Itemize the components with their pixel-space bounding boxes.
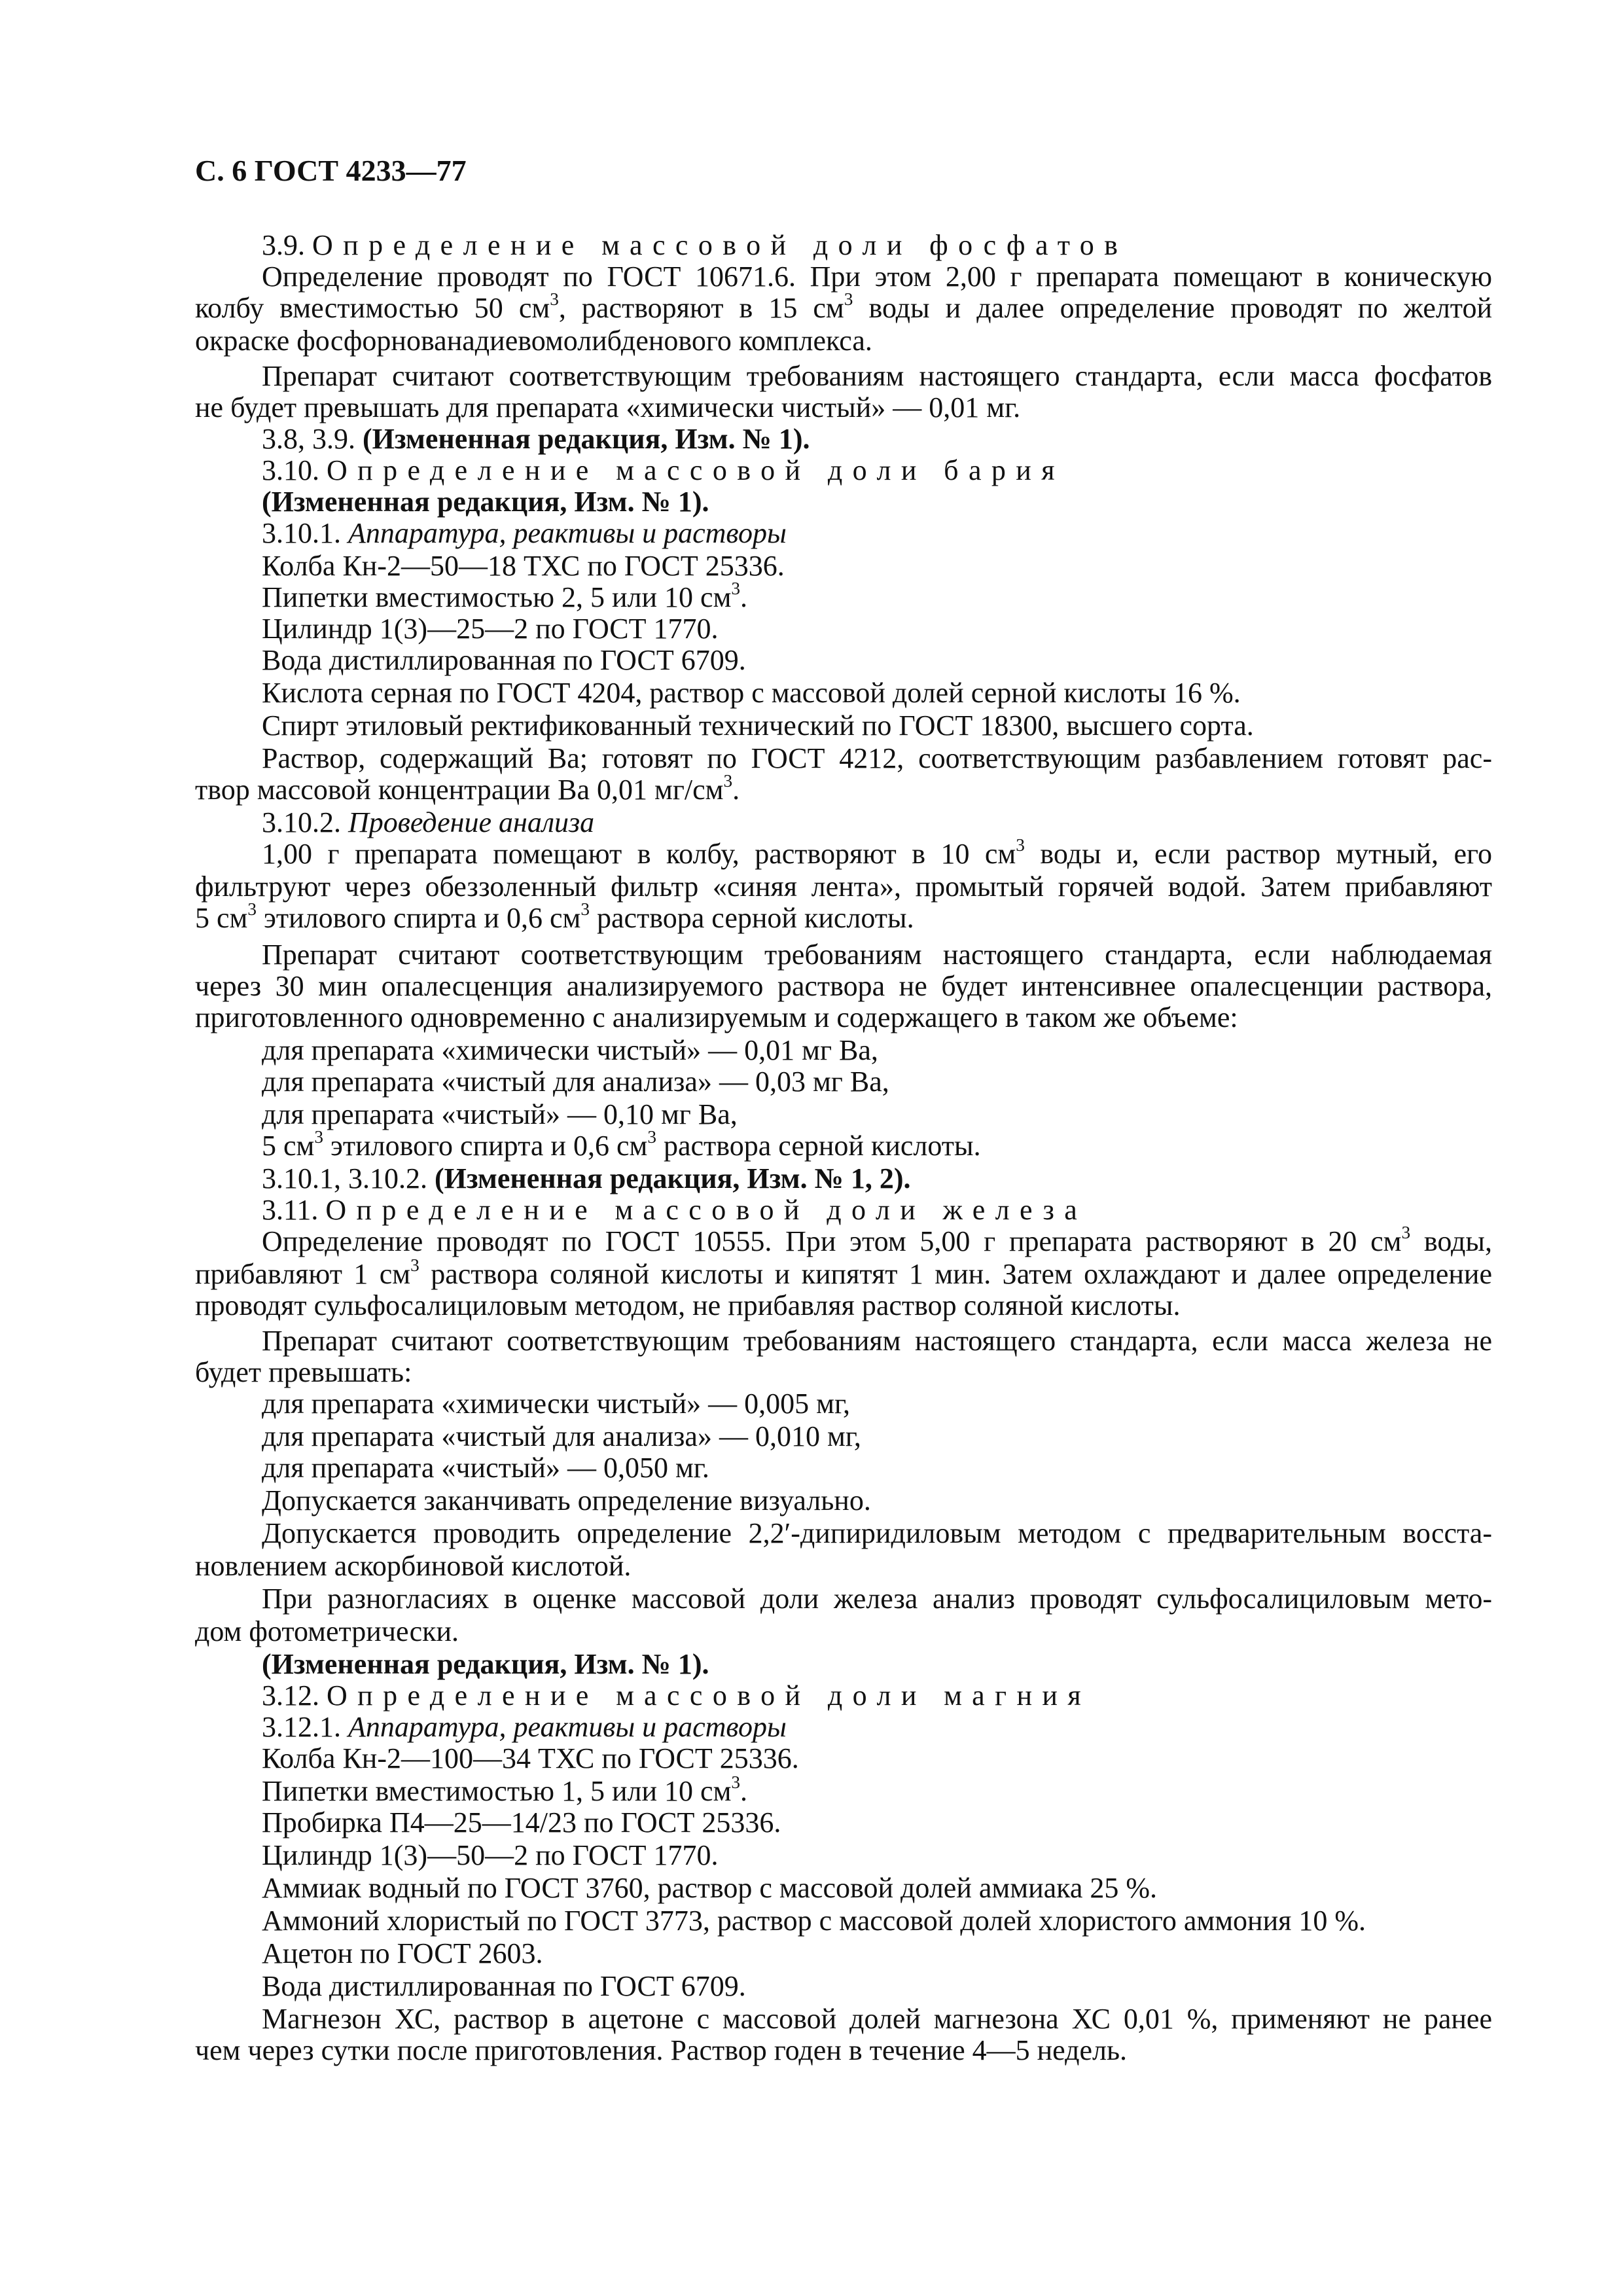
amendment-note: (Измененная редакция, Изм. № 1). — [262, 486, 709, 518]
text-line: Ацетон по ГОСТ 2603. — [262, 1937, 543, 1969]
text-line: Цилиндр 1(3)—50—2 по ГОСТ 1770. — [262, 1839, 719, 1871]
subsection-heading: 3.12.1. Аппаратура, реактивы и растворы — [262, 1711, 787, 1743]
text-line: 5 $см^3$ этилового спирта и 0,6 $см^3$ раствора серной кислоты. — [195, 899, 914, 934]
text-line: Допускается проводить определение 2,2′-дипиридиловым методом с предварительным восста- — [262, 1517, 1492, 1549]
list-item: для препарата «химически чистый» — 0,005 мг, — [262, 1388, 851, 1420]
text-line: При разногласиях в оценке массовой доли железа анализ проводят сульфосалициловым мето- — [262, 1583, 1492, 1615]
section-title: Определение массовой доли фосфатов — [312, 229, 1128, 261]
section-number: 3.9. — [262, 229, 312, 261]
text-line: твор массовой концентрации Ba 0,01 $мг/см^3$. — [195, 770, 740, 806]
text-line: Аммиак водный по ГОСТ 3760, раствор с массовой долей аммиака 25 %. — [262, 1872, 1158, 1904]
section-heading-3-11 — [262, 1194, 1087, 1227]
section-number: 3.11. — [262, 1194, 326, 1226]
text-line: Вода дистиллированная по ГОСТ 6709. — [262, 1970, 746, 2002]
section-title: Определение массовой доли бария — [327, 454, 1065, 486]
list-item: 5 $см^3$ этилового спирта и 0,6 $см^3$ раствора серной кислоты. — [262, 1126, 981, 1162]
text-line: Препарат считают соответствующим требованиям настоящего стандарта, если наблюдаемая — [262, 939, 1492, 971]
text-line: Пипетки вместимостью 2, 5 или 10 $см^3$. — [262, 578, 748, 613]
section-title: Определение массовой доли железа — [325, 1194, 1088, 1226]
text-line: через 30 мин опалесценция анализируемого раствора не будет интенсивнее опалесценции раствора, — [195, 970, 1492, 1002]
text-line: Препарат считают соответствующим требованиям настоящего стандарта, если масса фосфатов — [262, 360, 1492, 392]
amendment-note: 3.8, 3.9. (Измененная редакция, Изм. № 1). — [262, 423, 810, 455]
text-line: Вода дистиллированная по ГОСТ 6709. — [262, 644, 746, 676]
amendment-note: 3.10.1, 3.10.2. (Измененная редакция, Изм. № 1, 2). — [262, 1162, 911, 1194]
amendment-note: (Измененная редакция, Изм. № 1). — [262, 1648, 709, 1680]
text-line: не будет превышать для препарата «химически чистый» — 0,01 мг. — [195, 391, 1021, 423]
list-item: для препарата «чистый для анализа» — 0,010 мг, — [262, 1420, 861, 1452]
text-line: окраске фосфорнованадиевомолибденового комплекса. — [195, 325, 872, 357]
text-line: колбу вместимостью 50 $см^3$, растворяют в 15 $см^3$ воды и далее определение проводят по желтой — [195, 289, 1493, 324]
text-line: новлением аскорбиновой кислотой. — [195, 1550, 632, 1582]
text-line: Кислота серная по ГОСТ 4204, раствор с массовой долей серной кислоты 16 %. — [262, 677, 1241, 709]
section-title: Определение массовой доли магния — [327, 1679, 1092, 1712]
text-line: Определение проводят по ГОСТ 10671.6. При этом 2,00 г препарата помещают в коническую — [262, 260, 1492, 293]
text-line: Колба Кн-2—100—34 ТХС по ГОСТ 25336. — [262, 1742, 799, 1774]
section-heading-3-9 — [262, 229, 1128, 262]
section-heading-3-10 — [262, 454, 1065, 487]
text-line: Колба Кн-2—50—18 ТХС по ГОСТ 25336. — [262, 550, 785, 582]
subsection-heading: 3.10.1. Аппаратура, реактивы и растворы — [262, 517, 787, 549]
text-line: Аммоний хлористый по ГОСТ 3773, раствор с массовой долей хлористого аммония 10 %. — [262, 1905, 1366, 1937]
text-line: Препарат считают соответствующим требованиям настоящего стандарта, если масса железа не — [262, 1325, 1492, 1357]
text-line: Пипетки вместимостью 1, 5 или 10 $см^3$. — [262, 1772, 748, 1807]
text-line: Спирт этиловый ректификованный технический по ГОСТ 18300, высшего сорта. — [262, 709, 1254, 742]
list-item: для препарата «химически чистый» — 0,01 мг Ba, — [262, 1034, 878, 1066]
list-item: для препарата «чистый» — 0,10 мг Ba, — [262, 1098, 738, 1130]
text-line: будет превышать: — [195, 1356, 412, 1388]
text-line: прибавляют 1 $см^3$ раствора соляной кислоты и кипятят 1 мин. Затем охлаждают и далее определение — [195, 1255, 1493, 1290]
text-line: приготовленного одновременно с анализируемым и содержащего в таком же объеме: — [195, 1001, 1238, 1033]
text-line: Допускается заканчивать определение визуально. — [262, 1484, 871, 1516]
text-line: Раствор, содержащий Ba; готовят по ГОСТ 4212, соответствующим разбавлением готовят рас- — [262, 742, 1492, 774]
page-header: С. 6 ГОСТ 4233—77 — [195, 154, 467, 187]
text-line: Пробирка П4—25—14/23 по ГОСТ 25336. — [262, 1806, 781, 1839]
text-line: чем через сутки после приготовления. Раствор годен в течение 4—5 недель. — [195, 2034, 1128, 2066]
text-line: Цилиндр 1(3)—25—2 по ГОСТ 1770. — [262, 613, 719, 645]
list-item: для препарата «чистый для анализа» — 0,03 мг Ba, — [262, 1066, 889, 1098]
section-heading-3-12 — [262, 1679, 1091, 1712]
section-number: 3.10. — [262, 454, 327, 486]
section-number: 3.12. — [262, 1679, 327, 1712]
text-line: Определение проводят по ГОСТ 10555. При этом 5,00 г препарата растворяют в 20 $см^3$ воды, — [262, 1222, 1492, 1257]
subsection-heading: 3.10.2. Проведение анализа — [262, 806, 595, 838]
list-item: для препарата «чистый» — 0,050 мг. — [262, 1452, 709, 1484]
text-line: Магнезон ХС, раствор в ацетоне с массовой долей магнезона ХС 0,01 %, применяют не ранее — [262, 2003, 1492, 2035]
text-line: 1,00 г препарата помещают в колбу, растворяют в 10 $см^3$ воды и, если раствор мутный, его — [262, 834, 1492, 870]
text-line: проводят сульфосалициловым методом, не прибавляя раствор соляной кислоты. — [195, 1289, 1181, 1321]
text-line: дом фотометрически. — [195, 1615, 459, 1647]
text-line: фильтруют через обеззоленный фильтр «синяя лента», промытый горячей водой. Затем прибавляют — [195, 870, 1492, 903]
